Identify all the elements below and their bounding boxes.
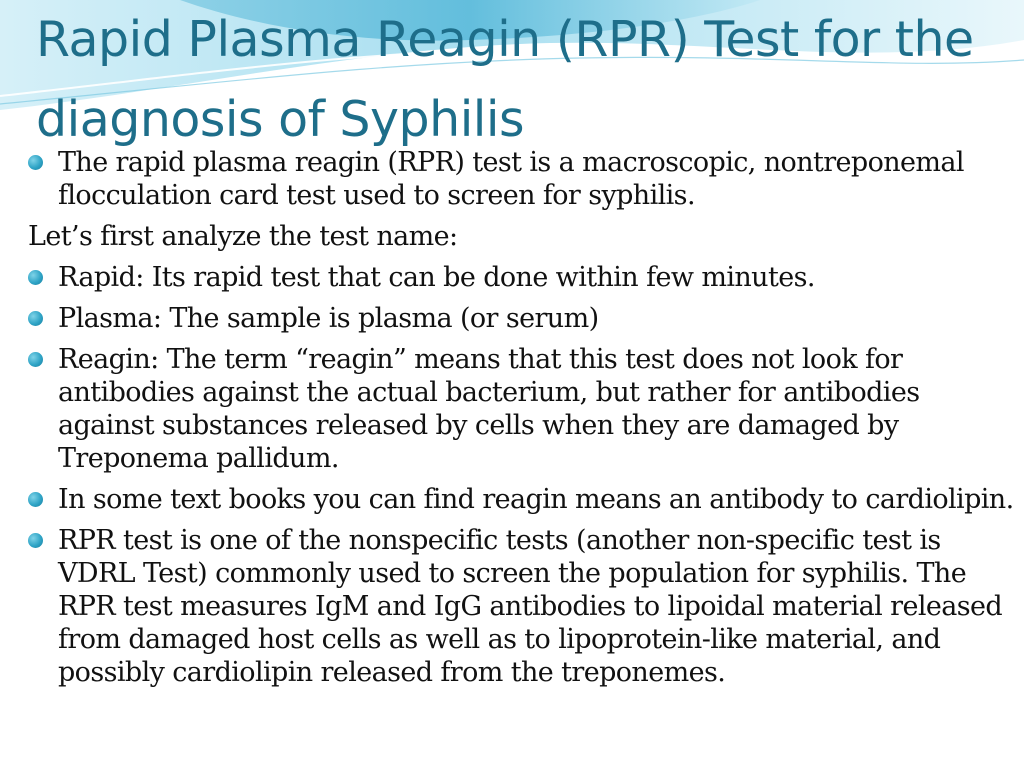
bullet-icon <box>28 155 43 170</box>
bullet-text: Rapid: Its rapid test that can be done within few minutes. <box>58 262 815 293</box>
bullet-item-intro <box>28 146 1018 212</box>
bullet-icon <box>28 311 43 326</box>
bullet-text: Reagin: The term “reagin” means that this test does not look for antibodies against the actual bacterium, but rather for antibodies against substances released by cells when they are damaged by Treponema pallidum. <box>58 344 920 474</box>
bullet-icon <box>28 352 43 367</box>
bullet-text: In some text books you can find reagin means an antibody to cardiolipin. <box>58 484 1014 515</box>
bullet-icon <box>28 492 43 507</box>
bullet-item-rpr <box>28 524 1018 689</box>
bullet-icon <box>28 270 43 285</box>
bullet-item-plasma <box>28 302 1018 335</box>
bullet-text: RPR test is one of the nonspecific tests (another non-specific test is VDRL Test) commonly used to screen the population for syphilis. The RPR test measures IgM and IgG antibodies to lipoidal material released from damaged host cells as well as to lipoprotein-like material, and possibly cardiolipin released from the treponemes. <box>58 525 1003 688</box>
bullet-item-textbooks <box>28 483 1018 516</box>
bullet-text: Plasma: The sample is plasma (or serum) <box>58 303 599 334</box>
slide-title: Rapid Plasma Reagin (RPR) Test for the diagnosis of Syphilis <box>36 11 974 148</box>
bullet-item-reagin <box>28 343 1018 475</box>
paragraph-analyze: Let’s first analyze the test name: <box>28 221 458 252</box>
bullet-item-rapid <box>28 261 1018 294</box>
bullet-text: The rapid plasma reagin (RPR) test is a macroscopic, nontreponemal flocculation card test used to screen for syphilis. <box>58 147 964 211</box>
slide-body <box>28 146 1018 697</box>
bullet-icon <box>28 533 43 548</box>
